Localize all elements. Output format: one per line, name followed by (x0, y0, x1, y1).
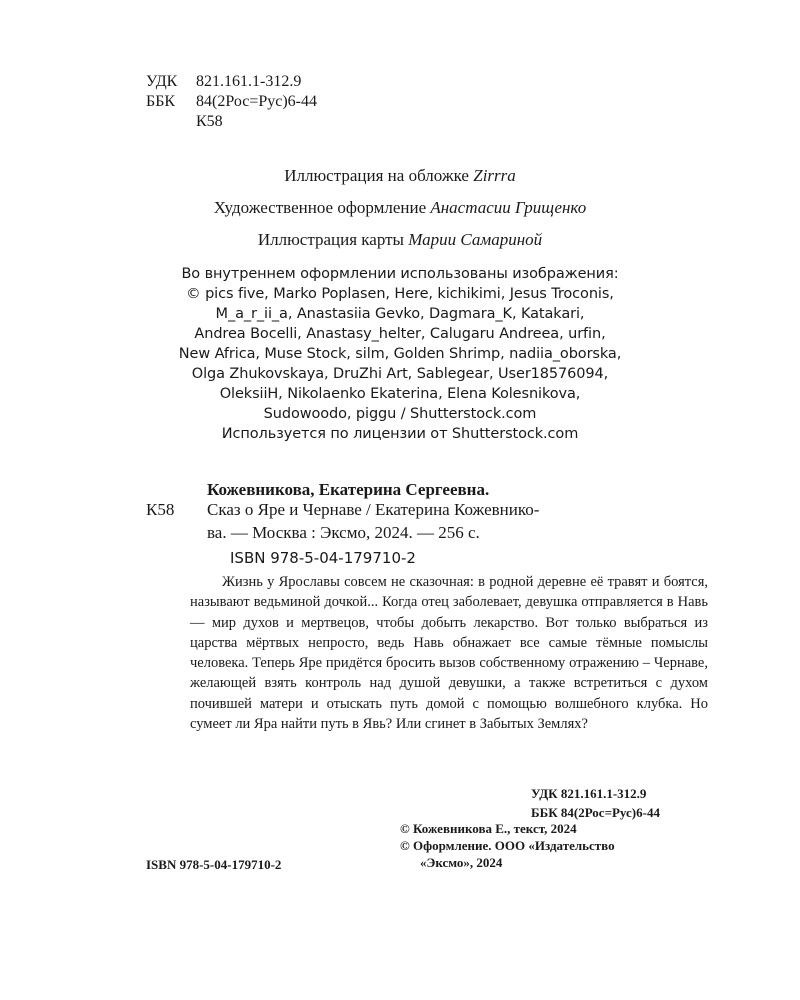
classification-block (146, 72, 317, 132)
bottom-udk: УДК 821.161.1-312.9 (531, 786, 647, 801)
bottom-bbk: ББК 84(2Рос=Рус)6-44 (531, 805, 660, 820)
bottom-isbn: ISBN 978-5-04-179710-2 (146, 857, 282, 872)
images-note-line: Sudowoodo, piggu / Shutterstock.com (263, 406, 537, 422)
annotation-text: Жизнь у Ярославы совсем не сказочная: в родной деревне её травят и боятся, называют ведьминой дочкой... Когда отец заболевает, девушка отправляется в Навь — мир духов и мертвецов, чтобы добыть лекарство. Вот только выбраться из царства мёртвых непросто, ведь Навь обнажает все самые тёмные помыслы человека. Теперь Яре придётся бросить вызов собственному отражению – Чернаве, желающей взять контроль над душой девушки, а также встретиться с духом почившей матери и отыскать путь домой с помощью волшебного клубка. Но сумеет ли Яра найти путь в Явь? Или сгинет в Забытых Землях? (190, 574, 708, 733)
bib-mark: К58 (146, 500, 175, 519)
map-credit-name: Марии Самариной (408, 230, 543, 249)
cover-illustration-credit (80, 166, 720, 186)
bbk-row (146, 92, 317, 112)
design-credit-prefix: Художественное оформление (213, 198, 427, 217)
udk-label: УДК (146, 73, 178, 90)
map-credit-prefix: Иллюстрация карты (257, 230, 404, 249)
bbk-label: ББК (146, 93, 176, 110)
bib-title-line-1: Сказ о Яре и Чернаве / Екатерина Кожевнико- (207, 500, 540, 519)
map-illustration-credit (80, 230, 720, 250)
bottom-classification (531, 784, 660, 822)
bbk-value: 84(2Рос=Рус)6-44 (196, 93, 318, 110)
copyright-block (400, 820, 615, 871)
design-credit-name: Анастасии Грищенко (430, 198, 587, 217)
images-note-line: Используется по лицензии от Shutterstock.com (221, 426, 579, 442)
cover-credit-prefix: Иллюстрация на обложке (284, 166, 469, 185)
bib-title-line-2: ва. — Москва : Эксмо, 2024. — 256 с. (207, 523, 480, 542)
cover-credit-name: Zirrra (473, 166, 516, 185)
images-note-line: © pics five, Marko Poplasen, Here, kichikimi, Jesus Troconis, (186, 286, 614, 302)
images-credit-note (110, 264, 690, 444)
udk-row (146, 72, 317, 92)
bib-author: Кожевникова, Екатерина Сергеевна. (207, 480, 490, 499)
images-note-line: Во внутреннем оформлении использованы изображения: (181, 266, 619, 282)
images-note-line: OleksiiH, Nikolaenko Ekaterina, Elena Kolesnikova, (219, 386, 581, 402)
copyright-line-3: «Эксмо», 2024 (420, 855, 503, 870)
images-note-line: M_a_r_ii_a, Anastasiia Gevko, Dagmara_K, Katakari, (215, 306, 585, 322)
udk-value: 821.161.1-312.9 (196, 73, 302, 90)
author-mark-row (146, 112, 317, 132)
design-credit (80, 198, 720, 218)
images-note-line: Olga Zhukovskaya, DruZhi Art, Sablegear, User18576094, (191, 366, 609, 382)
copyright-line-2: © Оформление. ООО «Издательство (400, 838, 615, 853)
bib-isbn: ISBN 978-5-04-179710-2 (230, 549, 416, 567)
author-mark: К58 (196, 113, 223, 130)
copyright-line-1: © Кожевникова Е., текст, 2024 (400, 821, 577, 836)
images-note-line: Andrea Bocelli, Anastasy_helter, Calugaru Andreea, urfin, (194, 326, 606, 342)
images-note-line: New Africa, Muse Stock, silm, Golden Shrimp, nadiia_oborska, (178, 346, 622, 362)
